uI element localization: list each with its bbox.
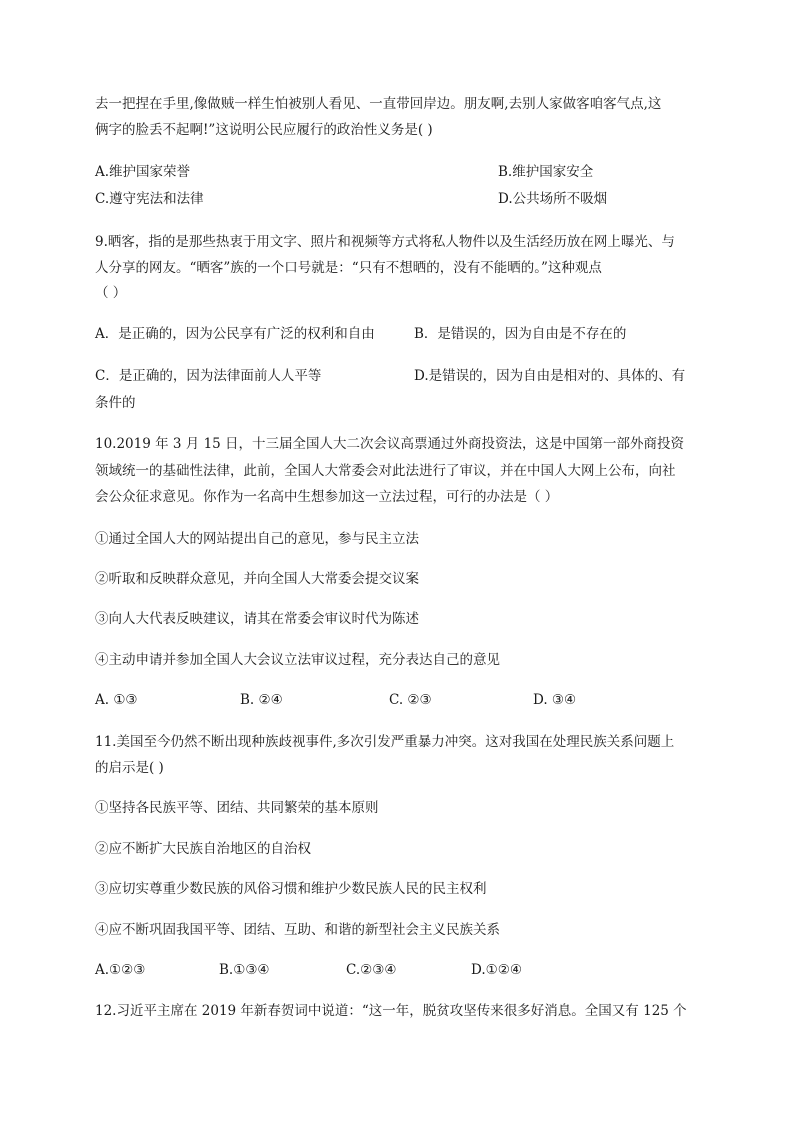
q11-option-a: A.①②③ — [95, 962, 146, 978]
q12-text-line-1: 12.习近平主席在 2019 年新春贺词中说道：“这一年，脱贫攻坚传来很多好消息。全国又有 125 个 — [95, 1003, 687, 1019]
q10-text-line-3: 会公众征求意见。你作为一名高中生想参加这一立法过程，可行的办法是（ ） — [95, 489, 559, 505]
q11-text-line-1: 11.美国至今仍然不断出现种族歧视事件,多次引发严重暴力冲突。这对我国在处理民族关系问题上 — [95, 734, 675, 750]
q10-option-a: A. ①③ — [95, 692, 138, 708]
q8-option-c: C.遵守宪法和法律 — [95, 191, 204, 207]
q11-item-2: ②应不断扩大民族自治地区的自治权 — [95, 841, 311, 857]
q8-text-line-1: 去一把捏在手里,像做贼一样生怕被别人看见、一直带回岸边。朋友啊,去别人家做客咱客气点,这 — [95, 96, 662, 112]
q10-text-line-1: 10.2019 年 3 月 15 日，十三届全国人大二次会议高票通过外商投资法，这是中国第一部外商投资 — [95, 436, 685, 452]
q10-text-line-2: 领域统一的基础性法律，此前，全国人大常委会对此法进行了审议，并在中国人大网上公布，向社 — [95, 463, 676, 479]
q9-option-d-continuation: 条件的 — [95, 395, 136, 411]
q8-option-d: D.公共场所不吸烟 — [498, 191, 608, 207]
q8-text-line-2: 俩字的脸丢不起啊!”这说明公民应履行的政治性义务是( ) — [95, 122, 433, 138]
q9-text-line-1: 9.晒客，指的是那些热衷于用文字、照片和视频等方式将私人物件以及生活经历放在网上曝光、与 — [95, 234, 675, 250]
q11-option-c: C.②③④ — [346, 962, 397, 978]
q11-item-1: ①坚持各民族平等、团结、共同繁荣的基本原则 — [95, 800, 379, 816]
q10-item-3: ③向人大代表反映建议，请其在常委会审议时代为陈述 — [95, 611, 419, 627]
q9-option-d: D.是错误的，因为自由是相对的、具体的、有 — [414, 368, 686, 384]
q10-item-4: ④主动申请并参加全国人大会议立法审议过程，充分表达自己的意见 — [95, 652, 500, 668]
q10-item-2: ②听取和反映群众意见，并向全国人大常委会提交议案 — [95, 571, 419, 587]
q9-option-b: B．是错误的，因为自由是不存在的 — [414, 326, 627, 342]
q8-option-b: B.维护国家安全 — [498, 164, 594, 180]
q11-item-3: ③应切实尊重少数民族的风俗习惯和维护少数民族人民的民主权利 — [95, 881, 487, 897]
q9-text-line-2: 人分享的网友。“晒客”族的一个口号就是：“只有不想晒的，没有不能晒的。”这种观点 — [95, 260, 602, 276]
q11-option-b: B.①③④ — [219, 962, 270, 978]
q9-option-c: C．是正确的，因为法律面前人人平等 — [95, 368, 322, 384]
q11-text-line-2: 的启示是( ) — [95, 760, 164, 776]
q10-option-b: B. ②④ — [240, 692, 283, 708]
q9-answer-bracket: （ ） — [95, 285, 127, 301]
q10-item-1: ①通过全国人大的网站提出自己的意见，参与民主立法 — [95, 531, 419, 547]
q10-option-d: D. ③④ — [533, 692, 577, 708]
q8-option-a: A.维护国家荣誉 — [95, 164, 191, 180]
q11-item-4: ④应不断巩固我国平等、团结、互助、和谐的新型社会主义民族关系 — [95, 922, 500, 938]
q11-option-d: D.①②④ — [471, 962, 522, 978]
q10-option-c: C. ②③ — [389, 692, 432, 708]
q9-option-a: A．是正确的，因为公民享有广泛的权利和自由 — [95, 326, 375, 342]
